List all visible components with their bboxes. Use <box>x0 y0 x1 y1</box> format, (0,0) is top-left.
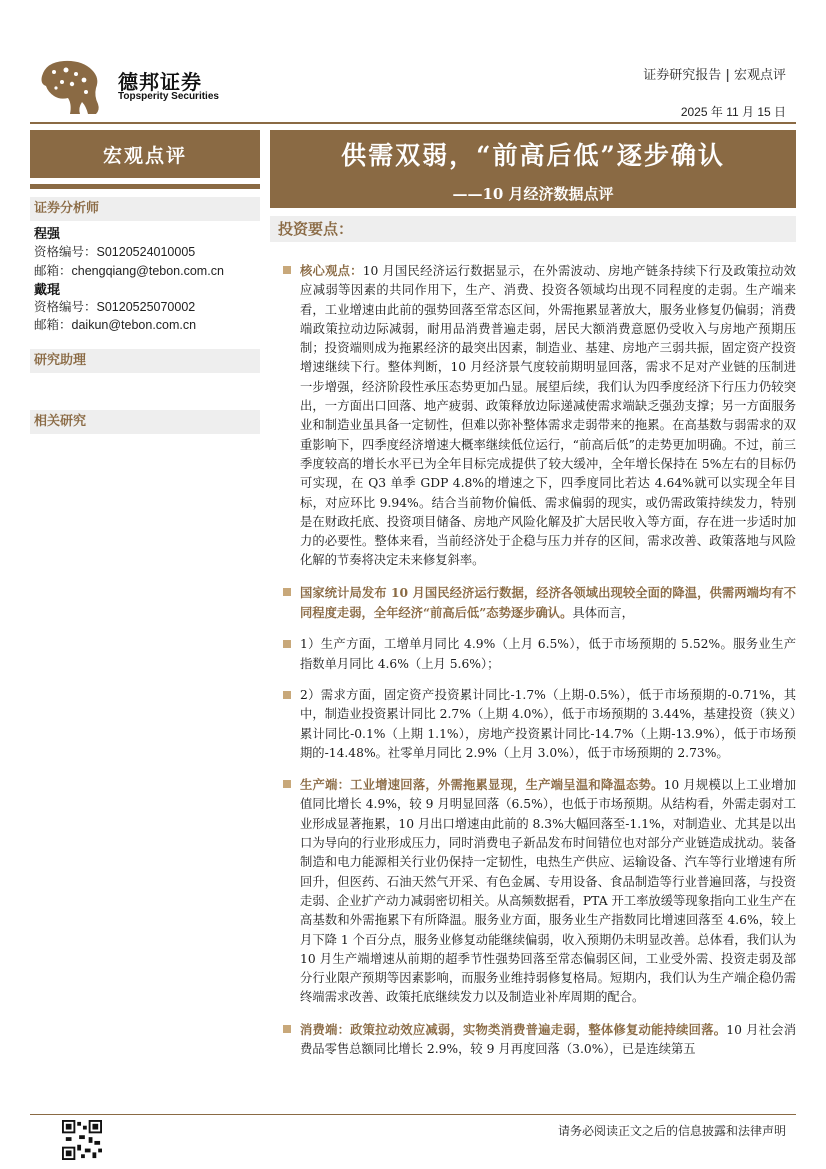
report-subtitle: ——10 月经济数据点评 <box>270 178 796 208</box>
header-divider <box>30 122 796 124</box>
square-bullet-icon <box>283 1025 291 1033</box>
analyst-email-link[interactable]: daikun@tebon.com.cn <box>71 318 197 332</box>
analyst-cert: 资格编号：S0120524010005 <box>34 244 196 259</box>
company-name-en: Topsperity Securities <box>118 91 219 102</box>
assistant-section-title: 研究助理 <box>30 349 260 373</box>
analyst-name: 程强 <box>34 227 61 242</box>
analyst-cert: 资格编号：S0120525070002 <box>34 299 196 314</box>
analyst-section-title: 证券分析师 <box>30 197 260 221</box>
paragraph-lead: 国家统计局发布 10 月国民经济运行数据，经济各领域出现较全面的降温，供需两端均有不同程度走弱，全年经济“前高后低”态势逐步确认。 <box>300 584 796 621</box>
sidebar-report-tag: 宏观点评 <box>30 130 260 178</box>
separator: | <box>725 68 730 83</box>
analyst-email: 邮箱：chengqiang@tebon.com.cn <box>34 263 224 278</box>
paragraph-production-data <box>283 635 796 674</box>
square-bullet-icon <box>283 780 291 788</box>
paragraph-production-side <box>283 775 796 1008</box>
paragraph-text: 2）需求方面，固定资产投资累计同比-1.7%（上期-0.5%），低于市场预期的-0.71%，其中，制造业投资累计同比 2.7%（上期 4.0%），低于市场预期的 3.44%，基建投资（狭义）累计同比-0.1%（上期 1.1%），房地产投资累计同比-14.7%（上期-13.9%），低于市场预期的-14.48%。社零单月同比 2.9%（上月 3.0%），低于市场预期的 2.73%。 <box>300 687 796 760</box>
square-bullet-icon <box>283 640 291 648</box>
paragraph-demand-data <box>283 686 796 763</box>
analyst-email-link[interactable]: chengqiang@tebon.com.cn <box>71 264 224 278</box>
investment-points <box>283 261 796 1071</box>
analyst-email: 邮箱：daikun@tebon.com.cn <box>34 317 197 332</box>
square-bullet-icon <box>283 588 291 596</box>
report-category: 证券研究报告 <box>643 68 722 83</box>
square-bullet-icon <box>283 691 291 699</box>
report-subcategory: 宏观点评 <box>733 68 786 83</box>
paragraph-text: 10 月国民经济运行数据显示，在外需波动、房地产链条持续下行及政策拉动效应减弱等因素的共同作用下，生产、消费、投资各领域均出现不同程度的走弱。生产端来看，工业增速由此前的强势回落至常态区间，外需拖累显著放大，服务业修复仍偏弱；消费端政策拉动边际减弱，耐用品消费普遍走弱，居民大额消费意愿仍受收入与房地产预期压制；投资端则成为拖累经济的最突出因素，制造业、基建、房地产三弱共振，固定资产投资增速继续下行。整体判断，10 月经济景气度较前期明显回落，需求不足对产业链的压制进一步增强，经济阶段性承压态势更加凸显。展望后续，我们认为四季度经济下行压力仍较突出，一方面出口回落、地产疲弱、政策释放边际递减使需求端缺乏强劲支撑；另一方面服务业和制造业虽具备一定韧性，但难以弥补整体需求走弱带来的拖累。在高基数与弱需求的双重影响下，四季度经济增速大概率继续低位运行，“前高后低”的走势更加明确。不过，前三季度较高的增长水平已为全年目标完成提供了较大缓冲，全年增长保持在 5%左右的目标仍可实现，在 Q3 单季 GDP 4.8%的增速之下，四季度同比若达 4.64%就可以实现全年目标，对应环比 9.94%。结合当前物价偏低、需求偏弱的现实，或仍需政策持续发力，特别是在财政托底、投资项目储备、房地产风险化解及扩大居民收入等方面，存在进一步适时加力的必要性。整体来看，当前经济处于企稳与压力并存的区间，需求改善、政策落地与风险化解的节奏将决定未来修复斜率。 <box>300 264 796 568</box>
company-logo <box>38 58 218 120</box>
related-research-title: 相关研究 <box>30 410 260 434</box>
paragraph-lead: 生产端：工业增速回落，外需拖累显现，生产端呈温和降温态势。 <box>300 777 664 793</box>
report-date: 2025 年 11 月 15 日 <box>680 105 786 119</box>
paragraph-lead: 核心观点： <box>300 263 363 278</box>
qr-code-icon <box>62 1120 102 1160</box>
paragraph-text: 10 月规模以上工业增加值同比增长 4.9%，较 9 月明显回落（6.5%），也低于市场预期。从结构看，外需走弱对工业形成显著拖累，10 月出口增速由此前的 8.3%大幅回落至-1.1%，对制造业、尤其是以出口为导向的行业形成压力，同时消费电子新品发布时间错位也对部分产业链造成扰动。装备制造和电力能源相关行业仍保持一定韧性，电热生产供应、运输设备、汽车等行业增速有所回升，但医药、石油天然气开采、有色金属、专用设备、食品制造等行业普遍回落，与投资走弱、企业扩产动力减弱密切相关。从高频数据看，PTA 开工率放缓等现象指向工业生产在高基数和外需拖累下有所降温。服务业方面，服务业生产指数同比增速回落至 4.6%，较上月下降 1 个百分点，服务业修复动能继续偏弱，收入预期仍未明显改善。总体看，我们认为 10 月生产端增速从前期的超季节性强势回落至常态偏弱区间，工业受外需、投资走弱及部分行业限产预期等因素影响，而服务业维持弱修复格局。短期内，我们认为生产端企稳仍需终端需求改善、政策托底继续发力以及制造业补库周期的配合。 <box>300 778 796 1005</box>
legal-disclaimer: 请务必阅读正文之后的信息披露和法律声明 <box>557 1124 786 1138</box>
footer-divider <box>30 1114 796 1115</box>
report-type <box>643 64 786 83</box>
paragraph-overview <box>283 583 796 624</box>
paragraph-consumption-side <box>283 1020 796 1060</box>
investment-points-heading: 投资要点： <box>270 216 796 242</box>
paragraph-text: 具体而言， <box>572 606 634 621</box>
analyst-name: 戴琨 <box>34 283 61 298</box>
leopard-logo-icon <box>38 58 108 116</box>
report-title: 供需双弱，“前高后低”逐步确认 <box>270 130 796 178</box>
paragraph-lead: 消费端：政策拉动效应减弱，实物类消费普遍走弱，整体修复动能持续回落。 <box>300 1021 727 1037</box>
paragraph-core-view <box>283 261 796 571</box>
paragraph-text: 1）生产方面，工增单月同比 4.9%（上月 6.5%），低于市场预期的 5.52%。服务业生产指数单月同比 4.6%（上月 5.6%）； <box>300 637 796 671</box>
paragraph-text: 10 月社会消费品零售总额同比增长 2.9%，较 9 月再度回落（3.0%），已是连续第五 <box>300 1022 796 1056</box>
sidebar-divider <box>30 184 260 189</box>
company-name-cn: 德邦证券 <box>118 70 202 94</box>
square-bullet-icon <box>283 266 291 274</box>
